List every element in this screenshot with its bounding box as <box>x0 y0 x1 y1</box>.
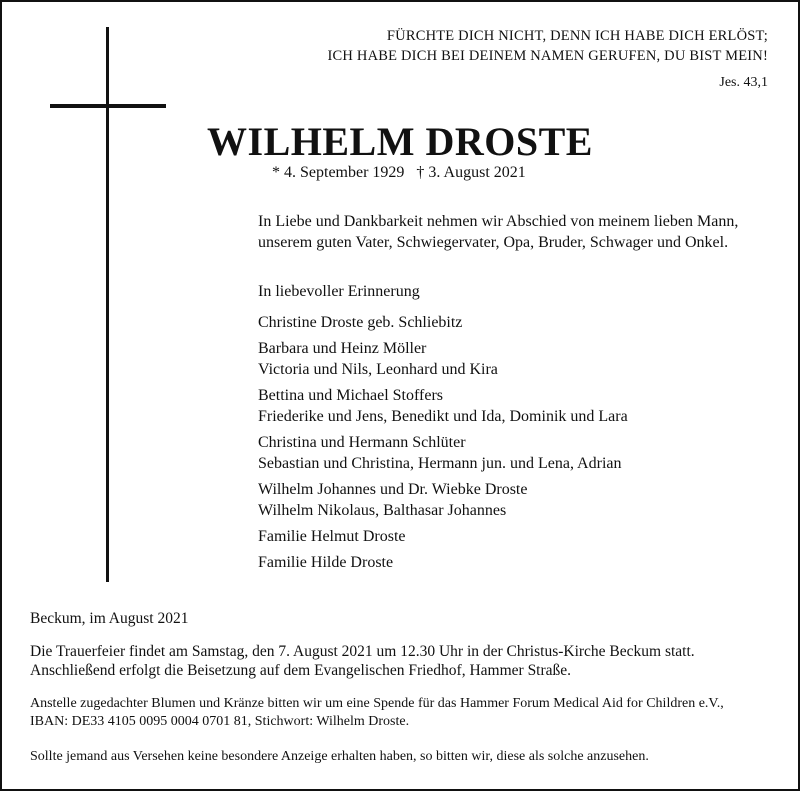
deceased-name: WILHELM DROSTE <box>207 119 593 164</box>
ceremony-line-1: Die Trauerfeier findet am Samstag, den 7. August 2021 um 12.30 Uhr in der Christus-Kirche Beckum statt. <box>30 643 695 660</box>
farewell-line-2: unserem guten Vater, Schwiegervater, Opa, Bruder, Schwager und Onkel. <box>258 234 729 251</box>
verse-reference: Jes. 43,1 <box>719 75 768 90</box>
family-line: Christine Droste geb. Schliebitz <box>258 314 463 331</box>
family-group <box>258 312 628 333</box>
family-group <box>258 338 628 380</box>
ceremony-line-2: Anschließend erfolgt die Beisetzung auf dem Evangelischen Friedhof, Hammer Straße. <box>30 662 572 679</box>
family-line: Barbara und Heinz Möller <box>258 340 427 357</box>
family-list <box>258 312 628 578</box>
cross-vertical-bar <box>106 27 109 582</box>
family-line: Sebastian und Christina, Hermann jun. und Lena, Adrian <box>258 455 622 472</box>
notice-text: Sollte jemand aus Versehen keine besondere Anzeige erhalten haben, so bitten wir, diese als solche anzusehen. <box>30 749 649 764</box>
family-line: Familie Helmut Droste <box>258 528 406 545</box>
verse-line-1: FÜRCHTE DICH NICHT, DENN ICH HABE DICH ERLÖST; <box>386 28 768 44</box>
family-group <box>258 526 628 547</box>
memory-label: In liebevoller Erinnerung <box>258 283 420 300</box>
family-line: Victoria und Nils, Leonhard und Kira <box>258 361 498 378</box>
family-line: Wilhelm Johannes und Dr. Wiebke Droste <box>258 481 528 498</box>
family-line: Christina und Hermann Schlüter <box>258 434 466 451</box>
family-group <box>258 385 628 427</box>
family-line: Wilhelm Nikolaus, Balthasar Johannes <box>258 502 507 519</box>
family-group <box>258 479 628 521</box>
bible-verse <box>328 26 768 66</box>
family-line: Friederike und Jens, Benedikt und Ida, Dominik und Lara <box>258 408 628 425</box>
cross-horizontal-bar <box>50 104 166 108</box>
life-dates: * 4. September 1929 † 3. August 2021 <box>272 164 526 181</box>
family-group <box>258 552 628 573</box>
family-group <box>258 432 628 474</box>
ceremony-info <box>30 642 695 680</box>
family-line: Bettina und Michael Stoffers <box>258 387 443 404</box>
verse-line-2: ICH HABE DICH BEI DEINEM NAMEN GERUFEN, DU BIST MEIN! <box>327 48 768 64</box>
family-line: Familie Hilde Droste <box>258 554 394 571</box>
farewell-line-1: In Liebe und Dankbarkeit nehmen wir Abschied von meinem lieben Mann, <box>258 213 739 230</box>
donation-line-2: IBAN: DE33 4105 0095 0004 0701 81, Stichwort: Wilhelm Droste. <box>30 714 410 729</box>
donation-line-1: Anstelle zugedachter Blumen und Kränze bitten wir um eine Spende für das Hammer Forum Medical Aid for Children e.V., <box>30 696 724 711</box>
farewell-text <box>258 211 738 253</box>
donation-info <box>30 695 724 731</box>
place-date: Beckum, im August 2021 <box>30 610 189 627</box>
